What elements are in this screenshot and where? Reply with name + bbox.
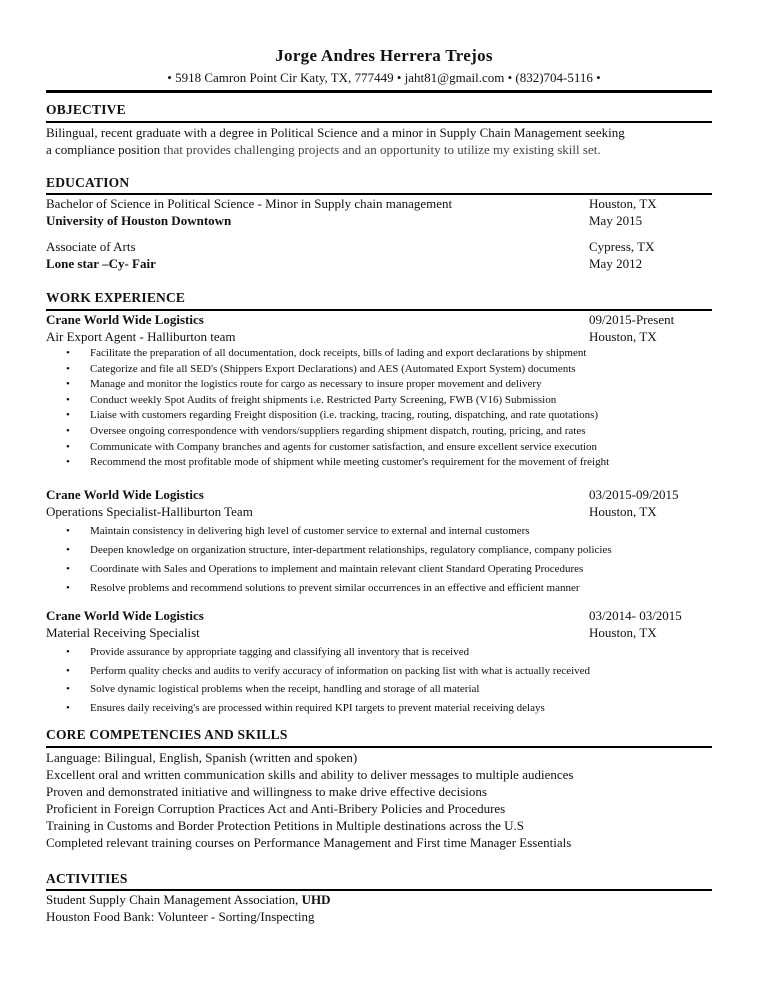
header-divider	[46, 90, 712, 93]
objective-line-2b: that provides challenging projects and an opportunity to utilize my existing skill set.	[160, 142, 601, 157]
list-item: • Ensures daily receiving's are processed within required KPI targets to prevent material receiving delays	[66, 699, 590, 718]
list-item: • Perform quality checks and audits to verify accuracy of information on packing list with what is actually received	[66, 662, 590, 681]
job-bullets	[66, 643, 590, 717]
list-item: • Liaise with customers regarding Freight disposition (i.e. tracking, tracing, routing, dispatching, and rate quotations)	[66, 408, 609, 424]
objective-line-2a: a compliance position	[46, 142, 161, 157]
job-dates: 03/2015-09/2015	[589, 487, 679, 502]
activity-line-1	[46, 892, 331, 908]
job-bullets	[66, 346, 609, 471]
job-role: Operations Specialist-Halliburton Team	[46, 504, 253, 519]
candidate-name: Jorge Andres Herrera Trejos	[275, 46, 493, 65]
job-role: Material Receiving Specialist	[46, 625, 200, 640]
education-school: University of Houston Downtown	[46, 213, 232, 228]
job-location: Houston, TX	[589, 329, 657, 344]
list-item: Language: Bilingual, English, Spanish (written and spoken)	[46, 750, 358, 765]
list-item: • Categorize and file all SED's (Shippers Export Declarations) and AES (Automated Export System) documents	[66, 362, 609, 378]
job-company: Crane World Wide Logistics	[46, 608, 204, 623]
job-location: Houston, TX	[589, 625, 657, 640]
work-heading: WORK EXPERIENCE	[46, 290, 186, 305]
list-item: • Solve dynamic logistical problems when the receipt, handling and storage of all material	[66, 680, 590, 699]
education-location: Cypress, TX	[589, 239, 655, 254]
job-company: Crane World Wide Logistics	[46, 312, 204, 327]
list-item: Proficient in Foreign Corruption Practices Act and Anti-Bribery Policies and Procedures	[46, 801, 506, 816]
activity-line-2: Houston Food Bank: Volunteer - Sorting/Inspecting	[46, 909, 315, 924]
work-divider	[46, 309, 712, 311]
education-divider	[46, 193, 712, 195]
job-company: Crane World Wide Logistics	[46, 487, 204, 502]
activity-text: Student Supply Chain Management Association,	[46, 892, 302, 907]
list-item: • Communicate with Company branches and agents for customer satisfaction, and ensure excellent service execution	[66, 440, 609, 456]
activities-heading: ACTIVITIES	[46, 871, 128, 886]
list-item: Completed relevant training courses on Performance Management and First time Manager Essentials	[46, 835, 572, 850]
activities-divider	[46, 889, 712, 891]
list-item: Proven and demonstrated initiative and willingness to make drive effective decisions	[46, 784, 487, 799]
list-item: • Maintain consistency in delivering high level of customer service to external and internal customers	[66, 522, 612, 541]
objective-divider	[46, 121, 712, 123]
education-location: Houston, TX	[589, 196, 657, 211]
activity-org: UHD	[301, 892, 331, 907]
job-location: Houston, TX	[589, 504, 657, 519]
job-role: Air Export Agent - Halliburton team	[46, 329, 236, 344]
education-heading: EDUCATION	[46, 175, 130, 190]
list-item: • Deepen knowledge on organization structure, inter-department relationships, regulatory compliance, company policies	[66, 541, 612, 560]
list-item: Excellent oral and written communication skills and ability to deliver messages to multiple audiences	[46, 767, 574, 782]
education-date: May 2015	[589, 213, 643, 228]
list-item: • Recommend the most profitable mode of shipment while meeting customer's requirement for the movement of freight	[66, 455, 609, 471]
list-item: • Manage and monitor the logistics route for cargo as necessary to insure proper movement and delivery	[66, 377, 609, 393]
objective-line-2	[46, 142, 601, 158]
job-dates: 03/2014- 03/2015	[589, 608, 682, 623]
skills-list	[46, 749, 573, 851]
contact-info: • 5918 Camron Point Cir Katy, TX, 777449 • jaht81@gmail.com • (832)704-5116 •	[167, 70, 601, 85]
education-school: Lone star –Cy- Fair	[46, 256, 156, 271]
job-bullets	[66, 522, 612, 598]
list-item: • Facilitate the preparation of all documentation, dock receipts, bills of lading and export declarations by shipment	[66, 346, 609, 362]
list-item: • Provide assurance by appropriate tagging and classifying all inventory that is received	[66, 643, 590, 662]
list-item: Training in Customs and Border Protection Petitions in Multiple destinations across the U.S	[46, 818, 524, 833]
objective-heading: OBJECTIVE	[46, 102, 126, 117]
skills-heading: CORE COMPETENCIES AND SKILLS	[46, 727, 288, 742]
education-date: May 2012	[589, 256, 643, 271]
education-degree: Bachelor of Science in Political Science - Minor in Supply chain management	[46, 196, 453, 211]
list-item: • Oversee ongoing correspondence with vendors/suppliers regarding shipment dispatch, routing, pricing, and rates	[66, 424, 609, 440]
list-item: • Conduct weekly Spot Audits of freight shipments i.e. Restricted Party Screening, FWB (V16) Submission	[66, 393, 609, 409]
education-degree: Associate of Arts	[46, 239, 136, 254]
list-item: • Coordinate with Sales and Operations to implement and maintain relevant client Standard Operating Procedures	[66, 560, 612, 579]
objective-line-1: Bilingual, recent graduate with a degree in Political Science and a minor in Supply Chain Management seeking	[46, 125, 625, 140]
skills-divider	[46, 746, 712, 748]
list-item: • Resolve problems and recommend solutions to prevent similar occurrences in an effective and efficient manner	[66, 579, 612, 598]
job-dates: 09/2015-Present	[589, 312, 675, 327]
